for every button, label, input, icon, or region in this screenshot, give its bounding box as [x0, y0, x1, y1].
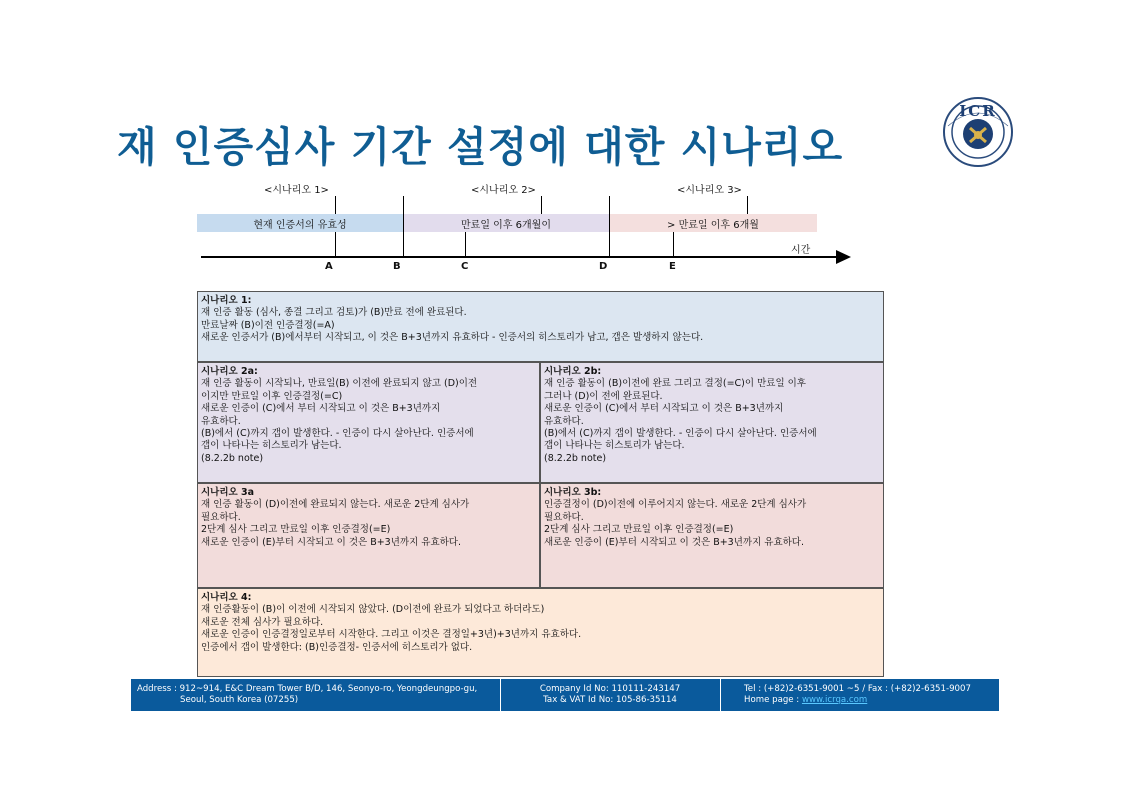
footer-homepage-label: Home page :	[744, 695, 802, 705]
band-over-6-months: > 만료일 이후 6개월	[609, 214, 817, 232]
scenario-heading: 시나리오 1:	[201, 295, 252, 306]
scenario-heading: 시나리오 4:	[201, 592, 252, 603]
scenario-line: 새로운 인증이 인증결정일로부터 시작한다. 그리고 이것은 결정일+3년)+3년까지 유효하다.	[201, 629, 582, 641]
point-c: C	[461, 261, 469, 272]
scenario-line: 재 인증활동이 (B)이 이전에 시작되지 않았다. (D이전에 완료가 되었다고 하더라도)	[201, 604, 545, 616]
homepage-link[interactable]: www.icrqa.com	[801, 695, 868, 705]
scenario-heading: 시나리오 3b:	[544, 487, 602, 498]
scenario-line: (B)에서 (C)까지 갭이 발생한다. - 인증이 다시 살아난다. 인증서에	[201, 428, 474, 440]
timeline-scenario-1-label: <시나리오 1>	[264, 185, 329, 196]
scenario-line: 인증결정이 (D)이전에 이루어지지 않는다. 새로운 2단계 심사가	[544, 499, 807, 511]
band-within-6-months: 만료일 이후 6개월이	[403, 214, 609, 232]
footer-address-line-2: Seoul, South Korea (07255)	[180, 695, 299, 705]
scenario-line: (8.2.2b note)	[544, 452, 607, 464]
footer-company	[504, 684, 716, 706]
scenario-line: 이지만 만료일 이후 인증결정(=C)	[201, 390, 343, 402]
point-d: D	[599, 261, 608, 272]
scenario-2a-box	[197, 362, 540, 483]
scenario-line: 필요하다.	[544, 511, 584, 523]
band-current-validity: 현재 인증서의 유효성	[197, 214, 403, 232]
footer-address	[137, 684, 477, 706]
tick-a	[335, 232, 336, 256]
point-b: B	[393, 261, 401, 272]
scenario-line: 새로운 인증이 (C)에서 부터 시작되고 이 것은 B+3년까지	[201, 403, 441, 415]
scenario-line: 재 인증 활동 (심사, 종결 그리고 검토)가 (B)만료 전에 완료된다.	[201, 307, 467, 319]
point-a: A	[325, 261, 333, 272]
scenario-2b-box	[540, 362, 884, 483]
scenario-line: 재 인증 활동이 (B)이전에 완료 그리고 결정(=C)이 만료일 이후	[544, 378, 806, 390]
scenario-line: 필요하다.	[201, 511, 241, 523]
scenario-line: 새로운 인증이 (E)부터 시작되고 이 것은 B+3년까지 유효하다.	[544, 536, 804, 548]
point-e: E	[669, 261, 676, 272]
footer-divider	[720, 679, 721, 711]
scenario-3a-box	[197, 483, 540, 588]
scenario-4-box	[197, 588, 884, 677]
scenario-heading: 시나리오 2b:	[544, 366, 602, 377]
time-axis-arrow	[836, 250, 851, 264]
footer-tel-fax: Tel : (+82)2-6351-9001 ~5 / Fax : (+82)2-6351-9007	[744, 684, 971, 694]
scenario-line: 유효하다.	[544, 415, 584, 427]
scenario-line: 새로운 인증이 (E)부터 시작되고 이 것은 B+3년까지 유효하다.	[201, 536, 461, 548]
footer	[131, 679, 999, 711]
scenario-line: 재 인증 활동이 (D)이전에 완료되지 않는다. 새로운 2단계 심사가	[201, 499, 470, 511]
footer-homepage	[744, 695, 971, 706]
tick-e	[673, 232, 674, 256]
scenario-line: 유효하다.	[201, 415, 241, 427]
tick-c	[465, 232, 466, 256]
scenario-1-box	[197, 291, 884, 362]
scenario-2-marker	[541, 196, 542, 214]
scenario-line: 새로운 인증이 (C)에서 부터 시작되고 이 것은 B+3년까지	[544, 403, 784, 415]
scenario-heading: 시나리오 2a:	[201, 366, 258, 377]
scenario-heading: 시나리오 3a	[201, 487, 255, 498]
scenario-3-marker	[747, 196, 748, 214]
scenario-line: 갭이 나타나는 히스토리가 남는다.	[544, 440, 685, 452]
page-title: 재 인증심사 기간 설정에 대한 시나리오	[117, 123, 844, 171]
scenario-line: 그러나 (D)이 전에 완료된다.	[544, 390, 663, 402]
scenario-line: 새로운 인증서가 (B)에서부터 시작되고, 이 것은 B+3년까지 유효하다 - 인증서의 히스토리가 남고, 갭은 발생하지 않는다.	[201, 332, 704, 344]
timeline-scenario-2-label: <시나리오 2>	[471, 185, 536, 196]
scenario-line: 인증에서 갭이 발생한다: (B)인증결정- 인증서에 히스토리가 없다.	[201, 641, 473, 653]
scenario-line: (8.2.2b note)	[201, 452, 264, 464]
scenario-line: 갭이 나타나는 히스토리가 남는다.	[201, 440, 342, 452]
scenario-3b-box	[540, 483, 884, 588]
time-axis-label: 시간	[791, 245, 811, 256]
timeline-scenario-3-label: <시나리오 3>	[677, 185, 742, 196]
scenario-line: 재 인증 활동이 시작되나, 만료일(B) 이전에 완료되지 않고 (D)이전	[201, 378, 478, 390]
scenario-line: 새로운 전체 심사가 필요하다.	[201, 616, 324, 628]
logo-text: ICR	[959, 102, 997, 120]
tick-d	[609, 196, 610, 256]
icr-logo	[942, 96, 1014, 168]
footer-address-line-1: Address : 912~914, E&C Dream Tower B/D, 146, Seonyo-ro, Yeongdeungpo-gu,	[137, 684, 478, 694]
footer-company-id: Company Id No: 110111-243147	[539, 684, 681, 694]
scenario-line: (B)에서 (C)까지 갭이 발생한다. - 인증이 다시 살아난다. 인증서에	[544, 428, 817, 440]
tick-b	[403, 196, 404, 256]
scenario-1-marker	[335, 196, 336, 214]
scenario-line: 2단계 심사 그리고 만료일 이후 인증결정(=E)	[544, 524, 734, 536]
footer-tax-id: Tax & VAT Id No: 105-86-35114	[543, 695, 677, 705]
time-axis	[201, 256, 839, 258]
scenario-line: 2단계 심사 그리고 만료일 이후 인증결정(=E)	[201, 524, 391, 536]
footer-contact	[744, 684, 971, 706]
footer-divider	[500, 679, 501, 711]
scenario-line: 만료날짜 (B)이전 인증결정(=A)	[201, 319, 335, 331]
